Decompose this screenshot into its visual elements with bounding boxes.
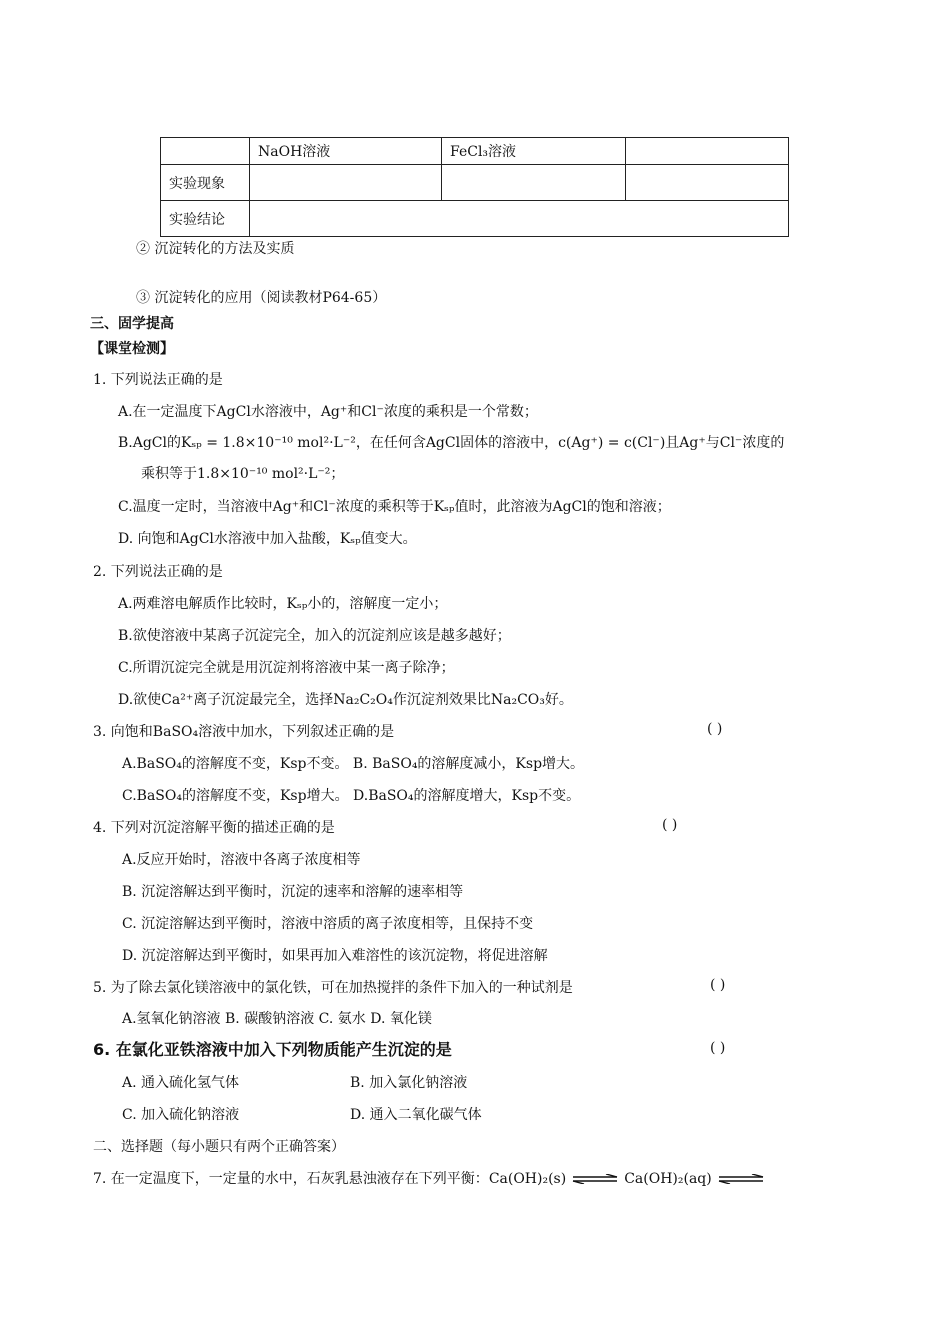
question-6-option-b: B. 加入氯化钠溶液 [350, 1075, 468, 1091]
question-1-stem: 1. 下列说法正确的是 [93, 372, 223, 388]
experiment-table [160, 137, 789, 237]
question-7-species-solid: Ca(OH)₂(s) [488, 1171, 567, 1187]
table-header-empty [161, 138, 250, 165]
question-4-option-b: B. 沉淀溶解达到平衡时，沉淀的速率和溶解的速率相等 [122, 884, 464, 900]
question-1-option-d: D. 向饱和AgCl水溶液中加入盐酸，Kₛₚ值变大。 [118, 531, 417, 547]
question-3-stem: 3. 向饱和BaSO₄溶液中加水，下列叙述正确的是 [93, 724, 395, 740]
question-5-options: A.氢氧化钠溶液 B. 碳酸钠溶液 C. 氨水 D. 氧化镁 [122, 1011, 432, 1027]
question-4-option-a: A.反应开始时，溶液中各离子浓度相等 [122, 852, 361, 868]
question-4-option-d: D. 沉淀溶解达到平衡时，如果再加入难溶性的该沉淀物，将促进溶解 [122, 948, 548, 964]
question-4-option-c: C. 沉淀溶解达到平衡时，溶液中溶质的离子浓度相等，且保持不变 [122, 916, 534, 932]
question-4-answer-paren[interactable]: ( ) [662, 817, 678, 833]
cell-blank[interactable] [442, 165, 626, 201]
question-1-option-c: C.温度一定时，当溶液中Ag⁺和Cl⁻浓度的乘积等于Kₛₚ值时，此溶液为AgCl的饱和溶液； [118, 499, 671, 515]
row-label-phenomenon: 实验现象 [161, 165, 250, 201]
section-heading-consolidate: 三、固学提高 [90, 316, 174, 332]
question-7-line [93, 1168, 770, 1188]
subheading-transform-method: ② 沉淀转化的方法及实质 [136, 241, 295, 257]
subheading-transform-application: ③ 沉淀转化的应用（阅读教材P64-65） [136, 290, 387, 306]
question-7-species-aqueous: Ca(OH)₂(aq) [624, 1171, 712, 1187]
question-2-option-c: C.所谓沉淀完全就是用沉淀剂将溶液中某一离子除净； [118, 660, 455, 676]
question-1-option-b: B.AgCl的Kₛₚ = 1.8×10⁻¹⁰ mol²·L⁻²，在任何含AgCl固体的溶液中，c(Ag⁺) = c(Cl⁻)且Ag⁺与Cl⁻浓度的 [118, 435, 785, 451]
question-3-options-ab: A.BaSO₄的溶解度不变，Ksp不变。 B. BaSO₄的溶解度减小，Ksp增大。 [122, 756, 585, 772]
cell-blank[interactable] [626, 165, 789, 201]
question-3-options-cd: C.BaSO₄的溶解度不变，Ksp增大。 D.BaSO₄的溶解度增大，Ksp不变。 [122, 788, 581, 804]
section-heading-class-check: 【课堂检测】 [90, 341, 174, 357]
question-6-option-c: C. 加入硫化钠溶液 [122, 1107, 240, 1123]
question-5-answer-paren[interactable]: ( ) [710, 977, 726, 993]
section-heading-multiple-choice: 二、选择题（每小题只有两个正确答案） [93, 1139, 345, 1155]
table-header-naoh: NaOH溶液 [250, 138, 442, 165]
cell-blank[interactable] [250, 201, 789, 237]
question-2-stem: 2. 下列说法正确的是 [93, 564, 223, 580]
question-3-answer-paren[interactable]: ( ) [707, 721, 723, 737]
equilibrium-arrow-icon [718, 1174, 764, 1184]
equilibrium-arrow-icon [572, 1174, 618, 1184]
question-6-option-a: A. 通入硫化氢气体 [122, 1075, 240, 1091]
question-6-option-d: D. 通入二氧化碳气体 [350, 1107, 482, 1123]
question-7-stem: 7. 在一定温度下，一定量的水中，石灰乳悬浊液存在下列平衡： [93, 1171, 489, 1187]
question-2-option-a: A.两难溶电解质作比较时，Kₛₚ小的，溶解度一定小； [118, 596, 448, 612]
question-2-option-b: B.欲使溶液中某离子沉淀完全，加入的沉淀剂应该是越多越好； [118, 628, 511, 644]
question-6-stem: 6. 在氯化亚铁溶液中加入下列物质能产生沉淀的是 [93, 1040, 452, 1059]
question-5-stem: 5. 为了除去氯化镁溶液中的氯化铁，可在加热搅拌的条件下加入的一种试剂是 [93, 980, 573, 996]
table-header-blank [626, 138, 789, 165]
question-1-option-a: A.在一定温度下AgCl水溶液中，Ag⁺和Cl⁻浓度的乘积是一个常数； [118, 404, 538, 420]
row-label-conclusion: 实验结论 [161, 201, 250, 237]
cell-blank[interactable] [250, 165, 442, 201]
question-6-answer-paren[interactable]: ( ) [710, 1040, 726, 1056]
question-2-option-d: D.欲使Ca²⁺离子沉淀最完全，选择Na₂C₂O₄作沉淀剂效果比Na₂CO₃好。 [118, 692, 573, 708]
question-1-option-b-cont: 乘积等于1.8×10⁻¹⁰ mol²·L⁻²； [141, 466, 345, 482]
table-header-fecl3: FeCl₃溶液 [442, 138, 626, 165]
question-4-stem: 4. 下列对沉淀溶解平衡的描述正确的是 [93, 820, 335, 836]
